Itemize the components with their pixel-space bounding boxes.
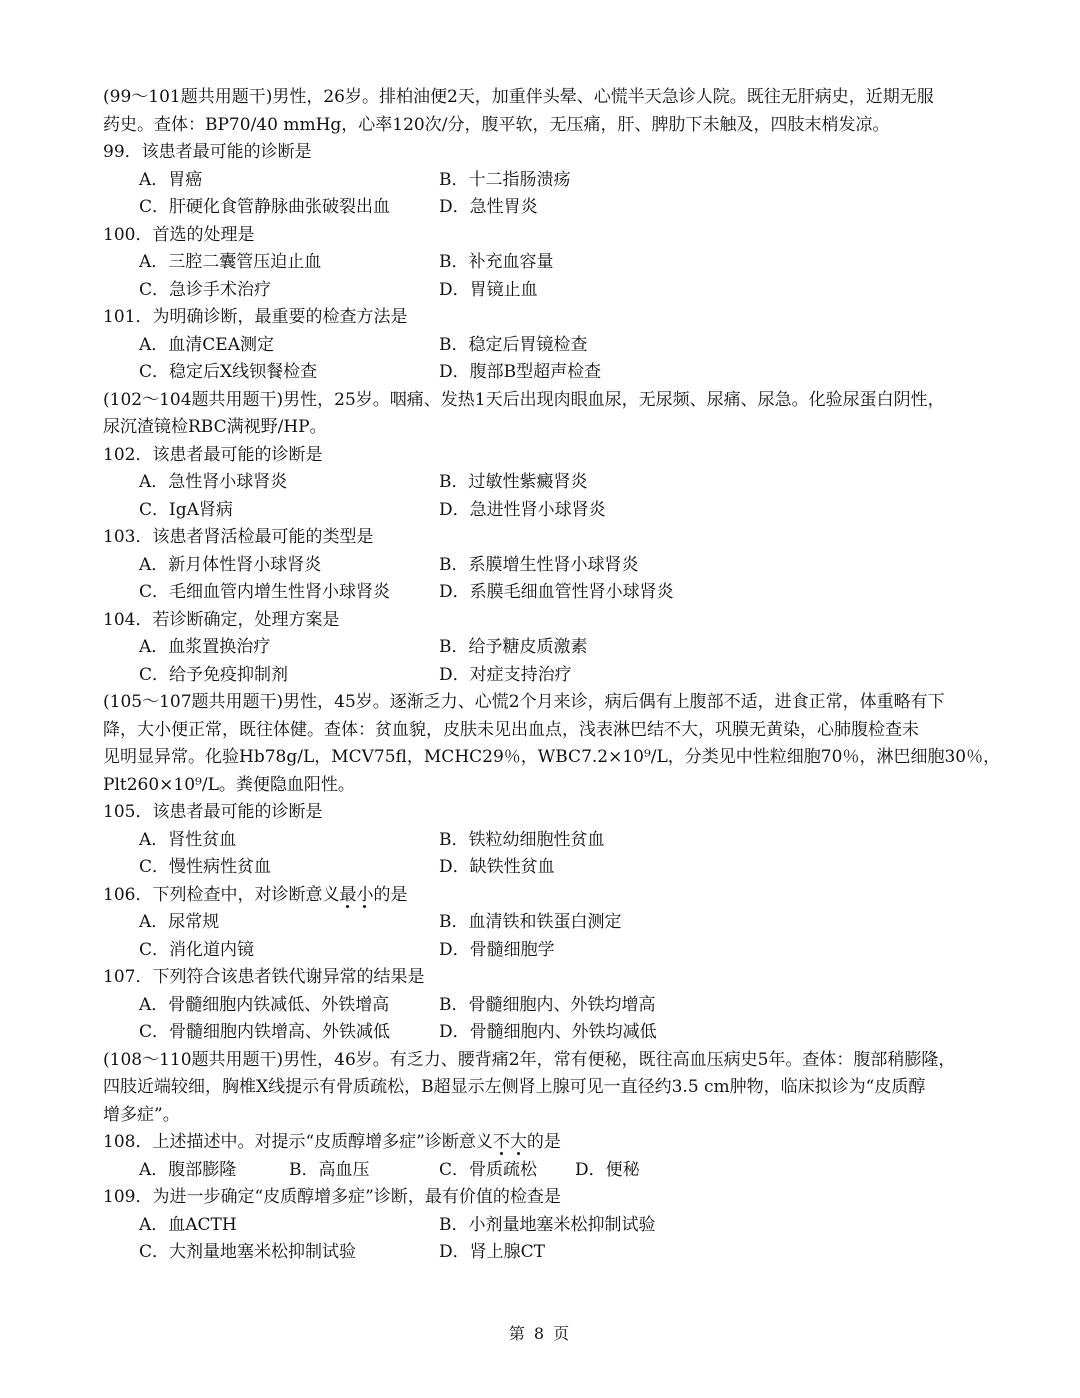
option-row — [103, 249, 993, 277]
question-stem: 102．该患者最可能的诊断是 — [103, 444, 323, 465]
emphasis-mark: 小 — [356, 884, 374, 905]
option-b: B．十二指肠溃疡 — [439, 169, 571, 190]
option-a: A．骨髓细胞内铁减低、外铁增高 — [139, 994, 390, 1015]
option-d: D．急性胃炎 — [439, 197, 538, 217]
option-c: C．稳定后X线钡餐检查 — [139, 362, 318, 382]
option-row — [103, 469, 993, 497]
question-stem: 99．该患者最可能的诊断是 — [103, 142, 312, 162]
case-stem — [103, 84, 993, 139]
page-number: 第 8 页 — [508, 1324, 572, 1343]
option-d: D．便秘 — [575, 1159, 640, 1180]
option-a: A．新月体性肾小球肾炎 — [139, 554, 322, 575]
case-stem-line: (102～104题共用题干)男性，25岁。咽痛、发热1天后出现肉眼血尿，无尿频、尿痛、尿急。化验尿蛋白阴性， — [103, 389, 945, 410]
option-row — [103, 827, 993, 855]
option-a: A．血ACTH — [139, 1214, 237, 1235]
case-stem — [103, 1047, 993, 1130]
option-c: C．IgA肾病 — [139, 499, 233, 520]
option-row — [103, 634, 993, 662]
case-stem-line: 增多症”。 — [103, 1104, 180, 1125]
option-row — [103, 854, 993, 882]
option-b: B．铁粒幼细胞性贫血 — [439, 829, 605, 850]
case-stem-line: 见明显异常。化验Hb78g/L，MCV75fl，MCHC29％，WBC7.2×10⁹/L，分类见中性粒细胞70％，淋巴细胞30％， — [103, 747, 1001, 767]
option-c: C．骨质疏松 — [439, 1159, 538, 1180]
emphasis-mark: 最 — [339, 884, 357, 905]
option-c: C．骨髓细胞内铁增高、外铁减低 — [139, 1022, 391, 1042]
case-stem — [103, 387, 993, 442]
option-a: A．三腔二囊管压迫止血 — [139, 252, 322, 272]
option-b: B．过敏性紫癜肾炎 — [439, 472, 588, 492]
question-stem — [103, 1129, 993, 1157]
case-stem-line: Plt260×10⁹/L。粪便隐血阳性。 — [103, 774, 355, 795]
option-d: D．骨髓细胞内、外铁均减低 — [439, 1022, 657, 1042]
option-d: D．骨髓细胞学 — [439, 939, 555, 960]
option-c: C．毛细血管内增生性肾小球肾炎 — [139, 582, 391, 602]
option-b: B．系膜增生性肾小球肾炎 — [439, 554, 639, 575]
option-c: C．慢性病性贫血 — [139, 857, 272, 877]
case-stem-line: 尿沉渣镜检RBC满视野/HP。 — [103, 417, 327, 437]
option-d: D．对症支持治疗 — [439, 664, 572, 685]
option-row — [103, 662, 993, 690]
option-a: A．胃癌 — [139, 169, 203, 190]
option-row — [103, 332, 993, 360]
question-stem: 104．若诊断确定，处理方案是 — [103, 609, 340, 630]
option-c: C．消化道内镜 — [139, 939, 255, 960]
option-row — [103, 579, 993, 607]
option-a: A．尿常规 — [139, 912, 220, 932]
option-a: A．急性肾小球肾炎 — [139, 472, 288, 492]
option-row — [103, 167, 993, 195]
question-stem: 101．为明确诊断，最重要的检查方法是 — [103, 307, 408, 327]
option-row — [103, 552, 993, 580]
option-row — [103, 1019, 993, 1047]
option-row — [103, 992, 993, 1020]
case-stem — [103, 689, 1001, 799]
question-stem: 105．该患者最可能的诊断是 — [103, 802, 323, 822]
option-b: B．补充血容量 — [439, 252, 554, 272]
exam-content — [103, 84, 1001, 1267]
option-b: B．给予糖皮质激素 — [439, 637, 588, 657]
option-row — [103, 359, 993, 387]
question-stem: 109．为进一步确定“皮质醇增多症”诊断，最有价值的检查是 — [103, 1187, 561, 1207]
question-stem-text: 的是 — [373, 884, 408, 905]
emphasis-mark: 大 — [509, 1132, 527, 1152]
option-d: D．肾上腺CT — [439, 1242, 545, 1262]
option-a: A．腹部膨隆 — [139, 1159, 237, 1180]
option-a: A．肾性贫血 — [139, 829, 237, 850]
option-c: C．急诊手术治疗 — [139, 279, 272, 300]
case-stem-line: (99～101题共用题干)男性，26岁。排柏油便2天，加重伴头晕、心慌半天急诊人院。既往无肝病史，近期无服 — [103, 87, 934, 107]
option-d: D．急进性肾小球肾炎 — [439, 499, 606, 520]
case-stem-line: (105～107题共用题干)男性，45岁。逐渐乏力、心慌2个月来诊，病后偶有上腹部不适，进食正常，体重略有下 — [103, 692, 945, 712]
option-row — [103, 1157, 993, 1185]
option-b: B．骨髓细胞内、外铁均增高 — [439, 994, 656, 1015]
option-d: D．腹部B型超声检查 — [439, 362, 602, 382]
case-stem-line: 药史。查体：BP70/40 mmHg，心率120次/分，腹平软，无压痛，肝、脾肋下未触及，四肢末梢发凉。 — [103, 114, 890, 135]
question-stem-text: 108．上述描述中。对提示“皮质醇增多症”诊断意义 — [103, 1132, 493, 1152]
option-d: D．胃镜止血 — [439, 279, 538, 300]
option-d: D．缺铁性贫血 — [439, 857, 555, 877]
option-c: C．肝硬化食管静脉曲张破裂出血 — [139, 197, 391, 217]
option-row — [103, 277, 993, 305]
question-stem-text: 的是 — [526, 1132, 561, 1152]
option-row — [103, 1239, 993, 1267]
option-b: B．血清铁和铁蛋白测定 — [439, 912, 622, 932]
case-stem-line: 四肢近端较细，胸椎X线提示有骨质疏松，B超显示左侧肾上腺可见一直径约3.5 cm肿物，临床拟诊为“皮质醇 — [103, 1077, 926, 1097]
option-row — [103, 937, 993, 965]
option-row — [103, 497, 993, 525]
option-row — [103, 909, 993, 937]
option-a: A．血浆置换治疗 — [139, 637, 271, 657]
option-row — [103, 1212, 993, 1240]
question-stem: 103．该患者肾活检最可能的类型是 — [103, 527, 374, 547]
question-stem-text: 106．下列检查中，对诊断意义 — [103, 884, 340, 905]
question-stem — [103, 882, 993, 910]
option-row — [103, 194, 993, 222]
option-b: B．高血压 — [289, 1159, 370, 1180]
option-c: C．大剂量地塞米松抑制试验 — [139, 1242, 357, 1262]
option-b: B．小剂量地塞米松抑制试验 — [439, 1214, 656, 1235]
case-stem-line: (108～110题共用题干)男性，46岁。有乏力、腰背痛2年，常有便秘，既往高血压病史5年。查体：腹部稍膨隆， — [103, 1049, 956, 1070]
option-c: C．给予免疫抑制剂 — [139, 664, 289, 685]
emphasis-mark: 不 — [492, 1132, 510, 1152]
question-stem: 107．下列符合该患者铁代谢异常的结果是 — [103, 967, 425, 987]
option-b: B．稳定后胃镜检查 — [439, 334, 588, 355]
option-d: D．系膜毛细血管性肾小球肾炎 — [439, 582, 674, 602]
option-a: A．血清CEA测定 — [139, 334, 274, 355]
case-stem-line: 降，大小便正常，既往体健。查体：贫血貌，皮肤未见出血点，浅表淋巴结不大，巩膜无黄染，心肺腹检查未 — [103, 719, 919, 740]
question-stem: 100．首选的处理是 — [103, 224, 255, 245]
